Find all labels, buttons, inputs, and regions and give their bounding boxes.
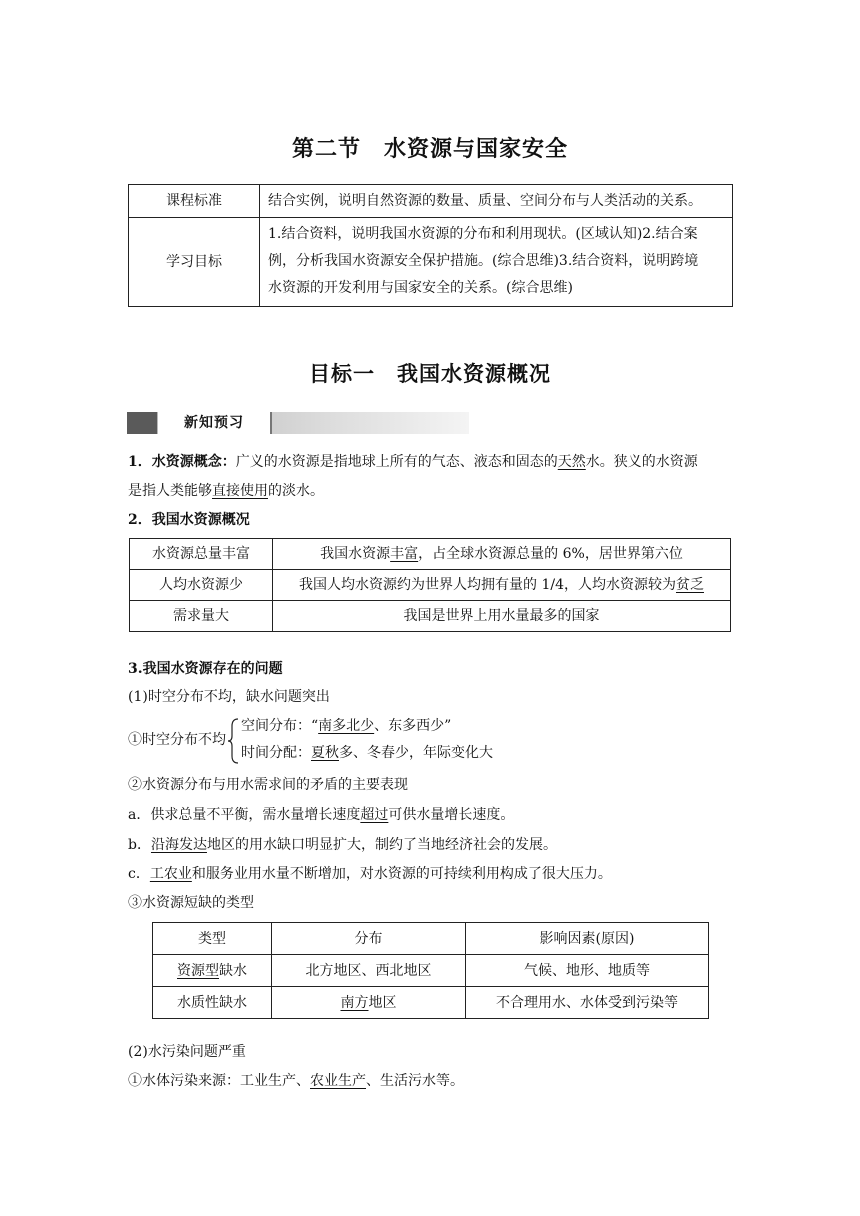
answer-blank: 资源型 (177, 962, 219, 979)
shortage-heading: ③水资源短缺的类型 (128, 895, 254, 911)
table-row (130, 601, 731, 632)
factor-cell: 不合理用水、水体受到污染等 (466, 987, 709, 1019)
distribution-cell (272, 987, 466, 1019)
table-header-row (153, 923, 709, 955)
row-text: 我国是世界上用水量最多的国家 (273, 601, 731, 632)
brace-label: ①时空分布不均 (128, 732, 226, 748)
row-label: 学习目标 (129, 218, 260, 307)
row-label: 水资源总量丰富 (130, 539, 273, 570)
concept-line-1 (128, 451, 698, 473)
item-a (128, 804, 514, 826)
overview-heading: 2．我国水资源概况 (128, 512, 250, 528)
answer-blank: 超过 (360, 807, 389, 823)
text: 空间分布：“ (241, 718, 319, 734)
row-text (273, 539, 731, 570)
text: ，占全球水资源总量的 6%，居世界第六位 (418, 546, 683, 562)
text: 广义的水资源是指地球上所有的气态、液态和固态的 (235, 454, 558, 470)
brace-icon (228, 718, 240, 764)
overview-table (129, 538, 731, 632)
subsection-1: (1)时空分布不均，缺水问题突出 (128, 689, 330, 705)
space-distribution (241, 715, 451, 737)
answer-blank: 夏秋 (311, 745, 339, 761)
shortage-table (152, 922, 709, 1019)
standards-table (128, 184, 733, 307)
answer-blank: 工农业 (149, 866, 192, 882)
text: c． (128, 866, 150, 882)
answer-blank: 南方 (340, 994, 369, 1011)
table-row (130, 570, 731, 601)
text: 地区的用水缺口明显扩大，制约了当地经济社会的发展。 (206, 837, 557, 853)
text: 的淡水。 (268, 483, 324, 499)
table-row (129, 218, 733, 307)
text: 多、冬春少，年际变化大 (339, 745, 493, 761)
text: 是指人类能够 (128, 483, 212, 499)
column-header: 影响因素(原因) (466, 923, 709, 955)
text-line: 例，分析我国水资源安全保护措施。(综合思维)3.结合资料，说明跨境 (268, 252, 699, 269)
answer-blank: 农业生产 (310, 1073, 366, 1089)
text: 、东多西少” (374, 718, 452, 734)
row-text (260, 218, 733, 307)
answer-blank: 丰富 (390, 546, 419, 562)
row-text (273, 570, 731, 601)
text: 缺水 (219, 962, 247, 979)
text: 水。狭义的水资源 (585, 454, 698, 470)
text: 和服务业用水量不断增加，对水资源的可持续利用构成了很大压力。 (191, 866, 612, 882)
text-line: 1.结合资料，说明我国水资源的分布和利用现状。(区域认知)2.结合案 (268, 225, 698, 242)
text: 我国人均水资源约为世界人均拥有量的 1/4，人均水资源较为 (299, 577, 676, 593)
goal-title: 目标一 我国水资源概况 (309, 362, 551, 386)
item-c (128, 863, 612, 885)
text: 可供水量增长速度。 (388, 807, 515, 823)
distribution-cell: 北方地区、西北地区 (272, 955, 466, 987)
text: ①水体污染来源：工业生产、 (128, 1073, 310, 1089)
item-b (128, 834, 557, 856)
row-label: 人均水资源少 (130, 570, 273, 601)
row-text: 结合实例，说明自然资源的数量、质量、空间分布与人类活动的关系。 (260, 185, 733, 218)
answer-blank: 直接使用 (212, 483, 268, 499)
table-row (153, 987, 709, 1019)
column-header: 分布 (272, 923, 466, 955)
text: 我国水资源 (320, 546, 391, 562)
pollution-sources (128, 1070, 464, 1092)
section-title: 第二节 水资源与国家安全 (291, 137, 568, 162)
text: 地区 (368, 994, 397, 1011)
table-row (129, 185, 733, 218)
factor-cell: 气候、地形、地质等 (466, 955, 709, 987)
section-banner (127, 412, 469, 434)
text: b． (128, 837, 151, 853)
table-row (153, 955, 709, 987)
problems-heading: 3.我国水资源存在的问题 (128, 661, 283, 677)
type-cell (153, 955, 272, 987)
concept-lead: 1．水资源概念： (128, 454, 236, 470)
time-distribution (241, 742, 493, 764)
contradiction-heading: ②水资源分布与用水需求间的矛盾的主要表现 (128, 777, 408, 793)
text: a．供求总量不平衡，需水量增长速度 (128, 807, 361, 823)
text-line: 水资源的开发利用与国家安全的关系。(综合思维) (268, 279, 573, 296)
answer-blank: 南多北少 (318, 718, 375, 734)
table-row (130, 539, 731, 570)
column-header: 类型 (153, 923, 272, 955)
text: 时间分配： (241, 745, 311, 761)
text: 、生活污水等。 (366, 1073, 464, 1089)
answer-blank: 贫乏 (675, 577, 704, 593)
subsection-2: (2)水污染问题严重 (128, 1044, 246, 1060)
banner-label: 新知预习 (158, 412, 272, 434)
concept-line-2 (128, 480, 324, 502)
type-cell: 水质性缺水 (153, 987, 272, 1019)
row-label: 需求量大 (130, 601, 273, 632)
row-label: 课程标准 (129, 185, 260, 218)
answer-blank: 天然 (557, 454, 586, 470)
answer-blank: 沿海发达 (150, 837, 207, 853)
